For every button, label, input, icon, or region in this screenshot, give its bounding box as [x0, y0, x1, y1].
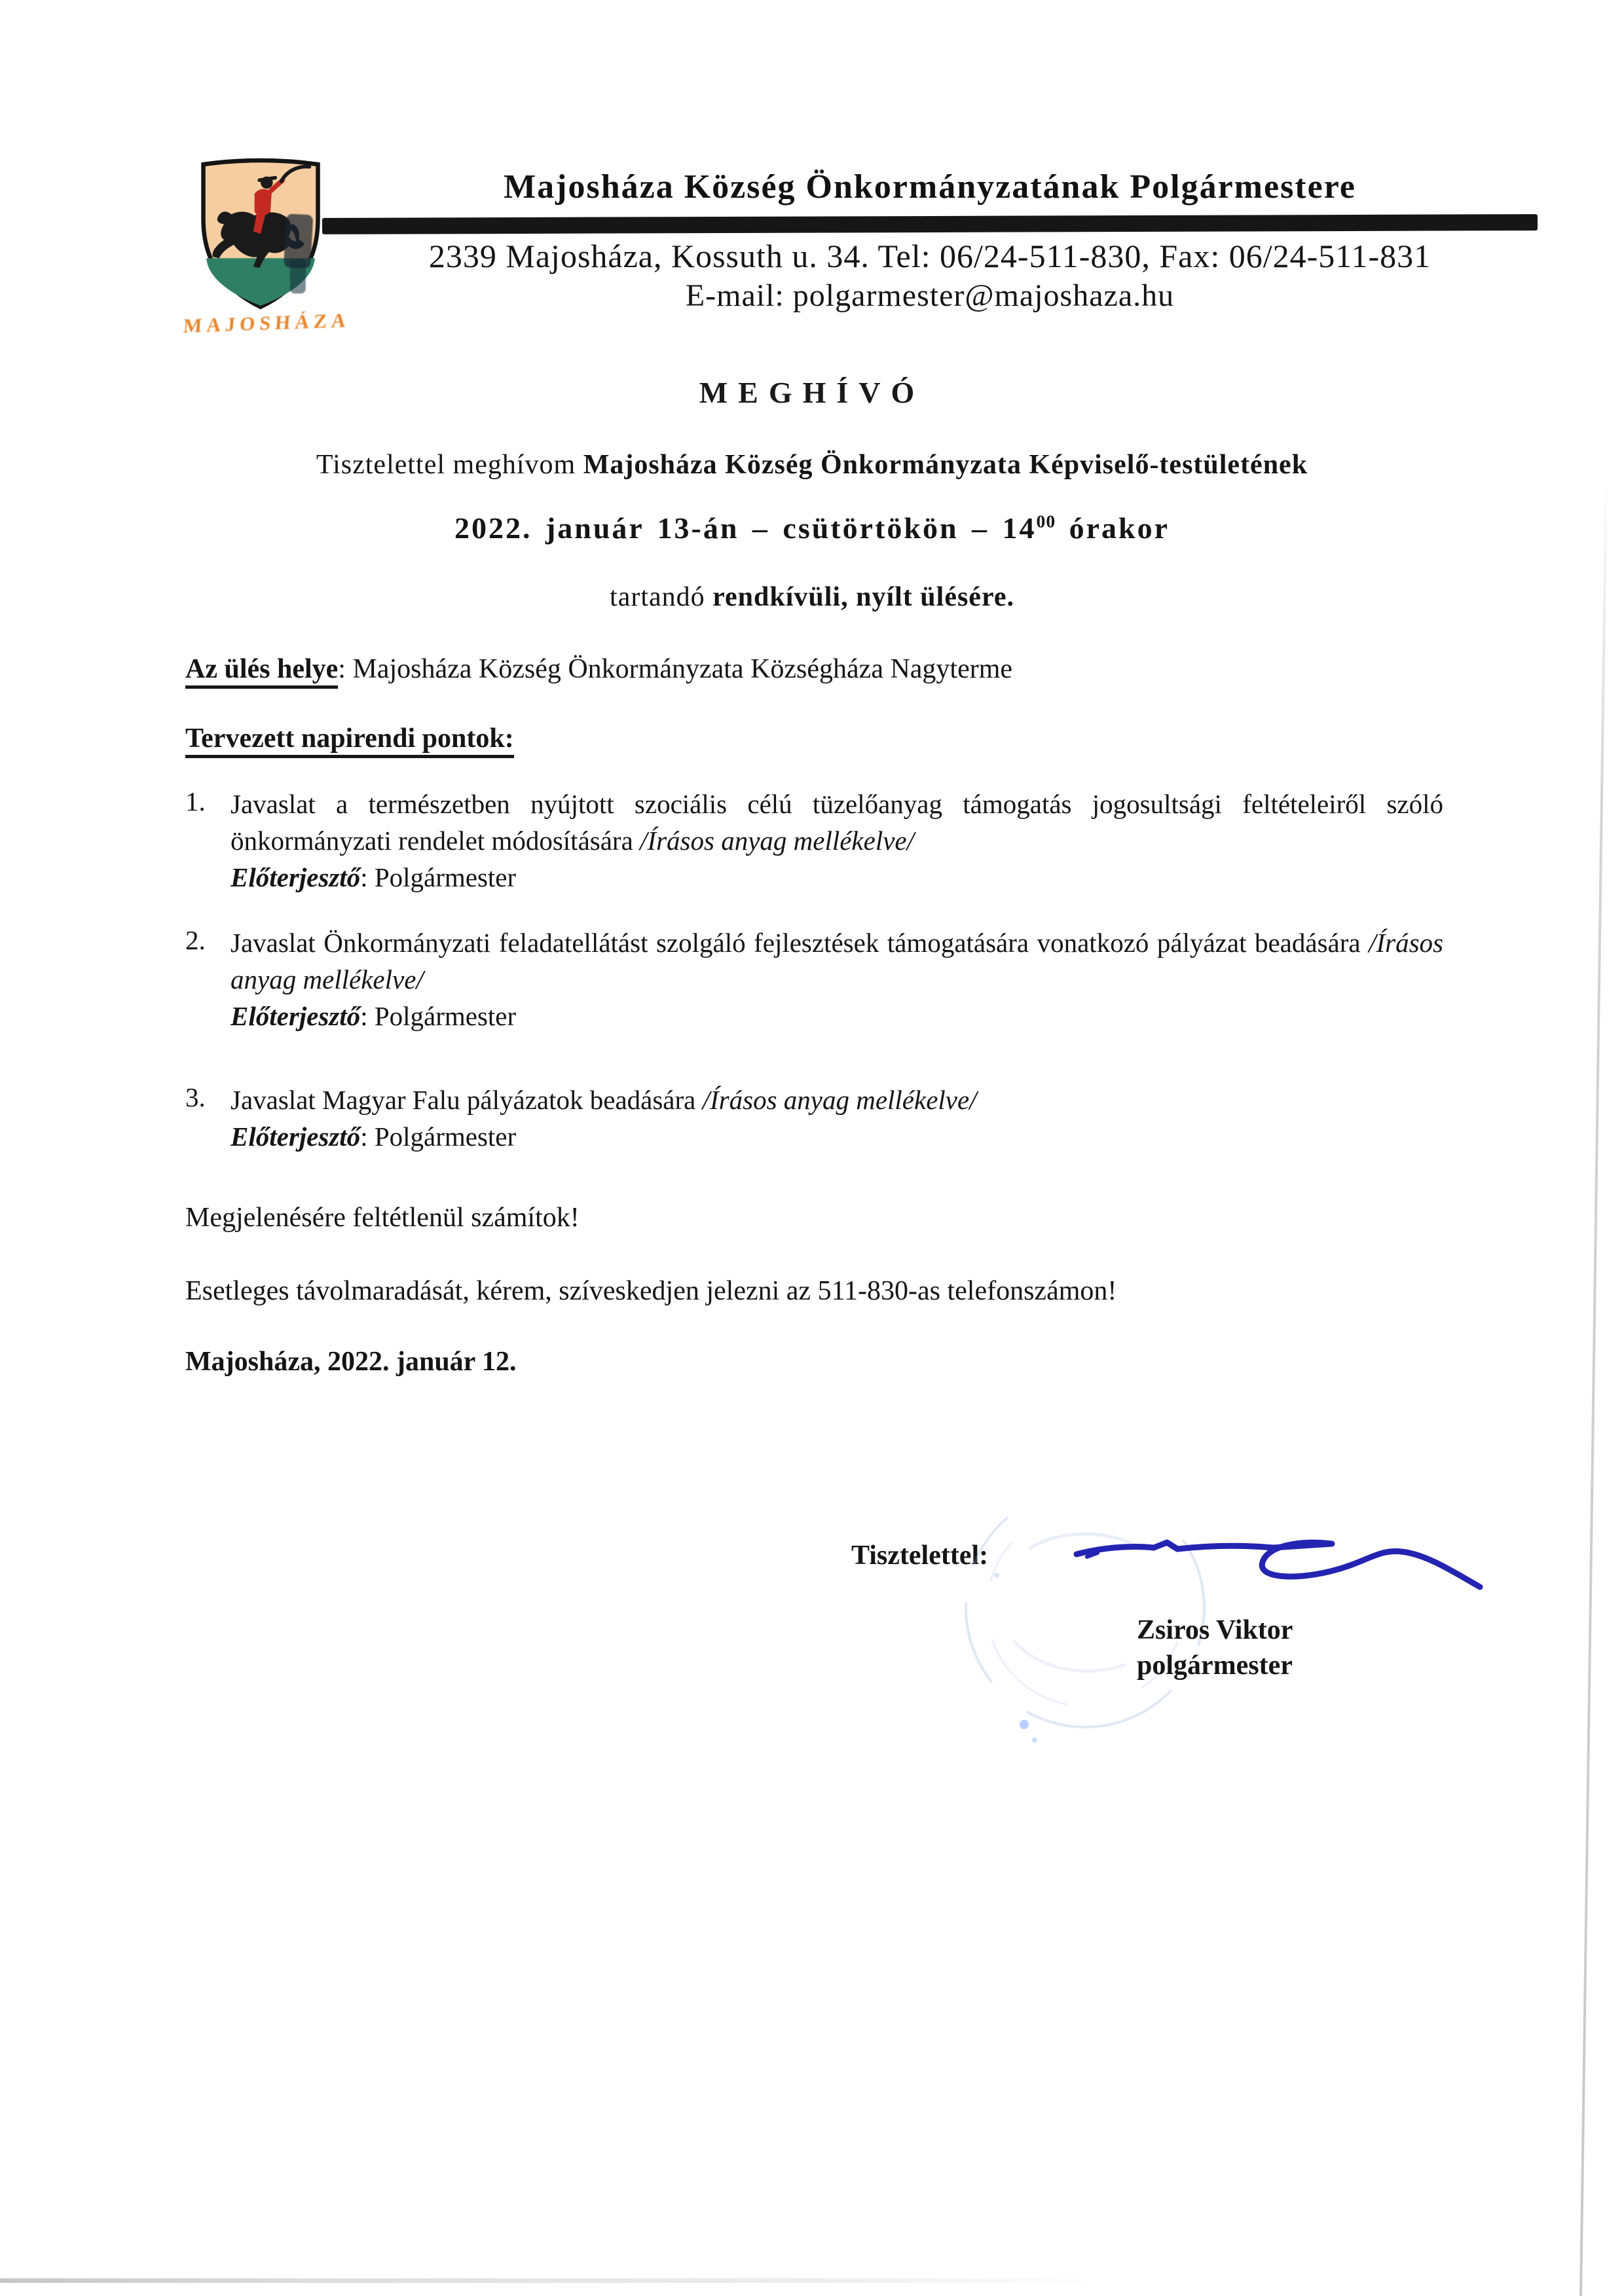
intro-line: [206, 449, 1418, 481]
agenda-item-text: [231, 786, 1443, 859]
agenda-item-number: 1.: [185, 786, 206, 816]
item-attachment-note: /Írásos anyag mellékelve/: [702, 1085, 977, 1115]
date-suffix: órakor: [1056, 511, 1170, 545]
intro-normal: Tisztelettel meghívom: [316, 450, 583, 480]
session-type-line: [206, 581, 1418, 613]
closing-line-1: Megjelenésére feltétlenül számítok!: [185, 1203, 580, 1233]
presenter-label: Előterjesztő: [231, 862, 361, 892]
intro-bold: Majosháza Község Önkormányzata Képviselő-testületének: [583, 450, 1308, 480]
location-text: : Majosháza Község Önkormányzata Községháza Nagyterme: [338, 654, 1013, 684]
crest-caption: MAJOSHÁZA: [182, 310, 351, 338]
city-date-line: Majosháza, 2022. január 12.: [185, 1347, 517, 1377]
meeting-location-line: [185, 653, 1456, 685]
letterhead-divider: [322, 214, 1538, 234]
presenter-label: Előterjesztő: [231, 1121, 361, 1152]
letterhead-address: 2339 Majosháza, Kossuth u. 34. Tel: 06/24-511-830, Fax: 06/24-511-831: [428, 238, 1431, 274]
agenda-heading-text: Tervezett napirendi pontok:: [185, 723, 514, 758]
item-presenter-line: [231, 859, 1443, 896]
presenter-value: : Polgármester: [360, 862, 517, 892]
presenter-value: : Polgármester: [360, 1121, 517, 1152]
item-body: Javaslat Önkormányzati feladatellátást szolgáló fejlesztések támogatására vonatkozó pályázat beadására: [231, 928, 1369, 958]
agenda-item-text: [231, 1082, 1443, 1118]
date-prefix: 2022. január 13-án – csütörtökön – 14: [454, 511, 1037, 545]
item-body: Javaslat a természetben nyújtott szociális célú tüzelőanyag támogatás jogosultsági feltételeiről szóló önkormányzati rendelet módosítására: [231, 789, 1443, 856]
agenda-heading: [185, 723, 514, 754]
document-title: MEGHÍVÓ: [699, 376, 925, 409]
agenda-item: [231, 924, 1443, 1034]
item-presenter-line: [231, 1118, 1443, 1155]
salutation: Tisztelettel:: [851, 1540, 989, 1571]
item-presenter-line: [231, 998, 1443, 1034]
signature-scribble: [1067, 1518, 1493, 1609]
agenda-item: [231, 1082, 1443, 1155]
item-body: Javaslat Magyar Falu pályázatok beadására: [231, 1085, 703, 1115]
agenda-item-text: [231, 924, 1443, 998]
meeting-datetime: [206, 511, 1418, 545]
signer-title: polgármester: [1137, 1650, 1293, 1681]
date-superscript: 00: [1036, 511, 1056, 532]
item-attachment-note: /Írásos anyag mellékelve/: [231, 928, 1443, 994]
signer-name: Zsiros Viktor: [1137, 1615, 1293, 1645]
agenda-item-number: 3.: [185, 1082, 206, 1112]
presenter-label: Előterjesztő: [231, 1001, 361, 1031]
presenter-value: : Polgármester: [360, 1001, 517, 1031]
scan-artifact-right-line: [1579, 470, 1608, 2296]
item-attachment-note: /Írásos anyag mellékelve/: [640, 826, 914, 856]
agenda-item: [231, 786, 1443, 896]
session-bold: rendkívüli, nyílt ülésére.: [712, 582, 1014, 612]
session-normal: tartandó: [610, 582, 713, 612]
agenda-item-number: 2.: [185, 925, 206, 955]
letterhead-email: E-mail: polgarmester@majoshaza.hu: [685, 278, 1175, 313]
scan-artifact-bottom-line: [0, 2278, 1116, 2283]
letterhead-title: Majosháza Község Önkormányzatának Polgármestere: [504, 168, 1356, 206]
closing-line-2: Esetleges távolmaradását, kérem, szíveskedjen jelezni az 511-830-as telefonszámon!: [185, 1276, 1117, 1306]
coat-of-arms-icon: [189, 156, 333, 314]
location-label: Az ülés helye: [185, 654, 338, 689]
